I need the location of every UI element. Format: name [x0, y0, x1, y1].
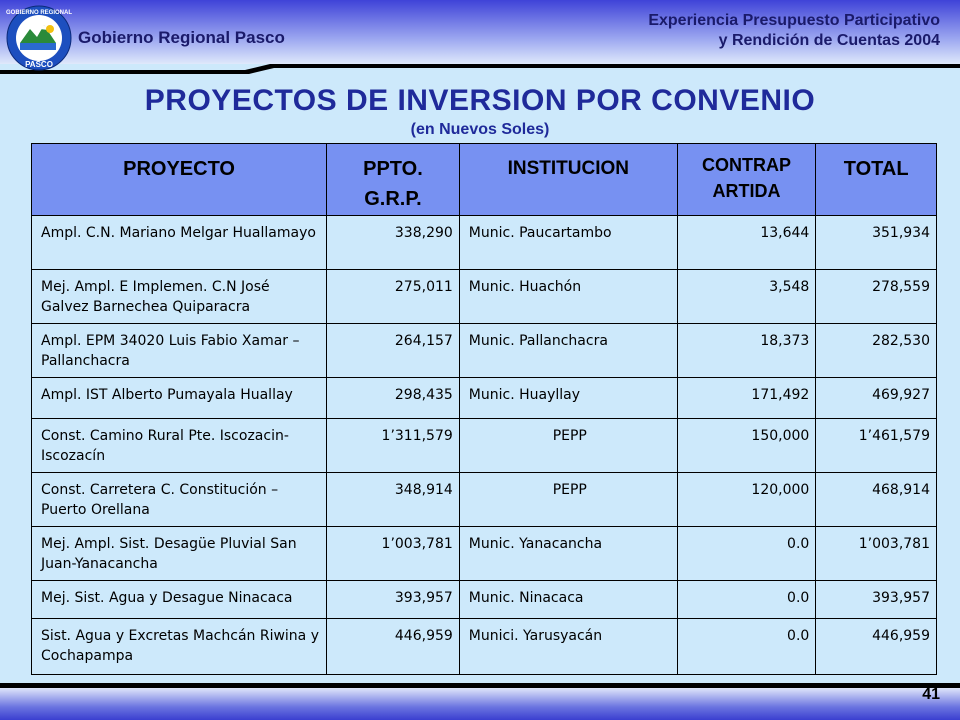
cell-ppto: 1’003,781 [327, 527, 460, 581]
cell-total: 393,957 [816, 581, 937, 619]
cell-ppto: 1’311,579 [327, 419, 460, 473]
table-row [32, 473, 937, 527]
cell-proyecto: Mej. Sist. Agua y Desague Ninacaca [32, 581, 327, 619]
cell-total: 469,927 [816, 378, 937, 419]
cell-proyecto: Mej. Ampl. Sist. Desagüe Pluvial San Juan-Yanacancha [32, 527, 327, 581]
cell-proyecto: Const. Camino Rural Pte. Iscozacin- Iscozacín [32, 419, 327, 473]
cell-institucion: Munic. Huachón [459, 270, 677, 324]
cell-proyecto: Const. Carretera C. Constitución – Puerto Orellana [32, 473, 327, 527]
header-institucion: INSTITUCION [459, 144, 677, 216]
cell-institucion: Munici. Yarusyacán [459, 619, 677, 675]
event-title [648, 11, 940, 51]
regional-government-logo [6, 5, 72, 71]
cell-total: 351,934 [816, 216, 937, 270]
table-row [32, 270, 937, 324]
projects-table [31, 143, 937, 675]
cell-institucion: Munic. Yanacancha [459, 527, 677, 581]
cell-ppto: 298,435 [327, 378, 460, 419]
cell-total: 278,559 [816, 270, 937, 324]
event-title-line2: y Rendición de Cuentas 2004 [718, 32, 940, 49]
table-row [32, 581, 937, 619]
org-name: Gobierno Regional Pasco [78, 28, 285, 47]
cell-contrapartida: 3,548 [677, 270, 816, 324]
cell-contrapartida: 150,000 [677, 419, 816, 473]
header-divider [0, 64, 960, 76]
cell-total: 1’003,781 [816, 527, 937, 581]
table-row [32, 619, 937, 675]
cell-proyecto: Ampl. C.N. Mariano Melgar Huallamayo [32, 216, 327, 270]
logo-text-bottom: PASCO [25, 60, 53, 69]
cell-institucion: PEPP [459, 473, 677, 527]
cell-institucion: PEPP [459, 419, 677, 473]
cell-ppto: 446,959 [327, 619, 460, 675]
table-row [32, 378, 937, 419]
table-row [32, 324, 937, 378]
cell-proyecto: Mej. Ampl. E Implemen. C.N José Galvez Barnechea Quiparacra [32, 270, 327, 324]
cell-institucion: Munic. Pallanchacra [459, 324, 677, 378]
cell-proyecto: Sist. Agua y Excretas Machcán Riwina y Cochapampa [32, 619, 327, 675]
cell-institucion: Munic. Ninacaca [459, 581, 677, 619]
cell-ppto: 393,957 [327, 581, 460, 619]
cell-institucion: Munic. Huayllay [459, 378, 677, 419]
header-proyecto: PROYECTO [32, 144, 327, 216]
cell-contrapartida: 13,644 [677, 216, 816, 270]
cell-contrapartida: 120,000 [677, 473, 816, 527]
cell-contrapartida: 0.0 [677, 527, 816, 581]
cell-total: 446,959 [816, 619, 937, 675]
header-contrapartida: CONTRAP ARTIDA [677, 144, 816, 216]
table-row [32, 419, 937, 473]
header-ppto: PPTO. G.R.P. [327, 144, 460, 216]
header-total: TOTAL [816, 144, 937, 216]
page-subtitle: (en Nuevos Soles) [410, 121, 550, 138]
table-header-row [32, 144, 937, 216]
cell-ppto: 275,011 [327, 270, 460, 324]
cell-ppto: 348,914 [327, 473, 460, 527]
event-title-line1: Experiencia Presupuesto Participativo [648, 12, 940, 29]
cell-contrapartida: 171,492 [677, 378, 816, 419]
table-row [32, 527, 937, 581]
cell-ppto: 264,157 [327, 324, 460, 378]
cell-contrapartida: 0.0 [677, 619, 816, 675]
cell-proyecto: Ampl. IST Alberto Pumayala Huallay [32, 378, 327, 419]
page-number: 41 [922, 686, 940, 703]
cell-proyecto: Ampl. EPM 34020 Luis Fabio Xamar – Pallanchacra [32, 324, 327, 378]
logo-text-top: GOBIERNO REGIONAL [6, 10, 72, 16]
cell-contrapartida: 0.0 [677, 581, 816, 619]
footer-band [0, 688, 960, 720]
cell-total: 1’461,579 [816, 419, 937, 473]
cell-total: 468,914 [816, 473, 937, 527]
table-row [32, 216, 937, 270]
cell-contrapartida: 18,373 [677, 324, 816, 378]
cell-total: 282,530 [816, 324, 937, 378]
page-title: PROYECTOS DE INVERSION POR CONVENIO [144, 84, 816, 117]
cell-ppto: 338,290 [327, 216, 460, 270]
cell-institucion: Munic. Paucartambo [459, 216, 677, 270]
